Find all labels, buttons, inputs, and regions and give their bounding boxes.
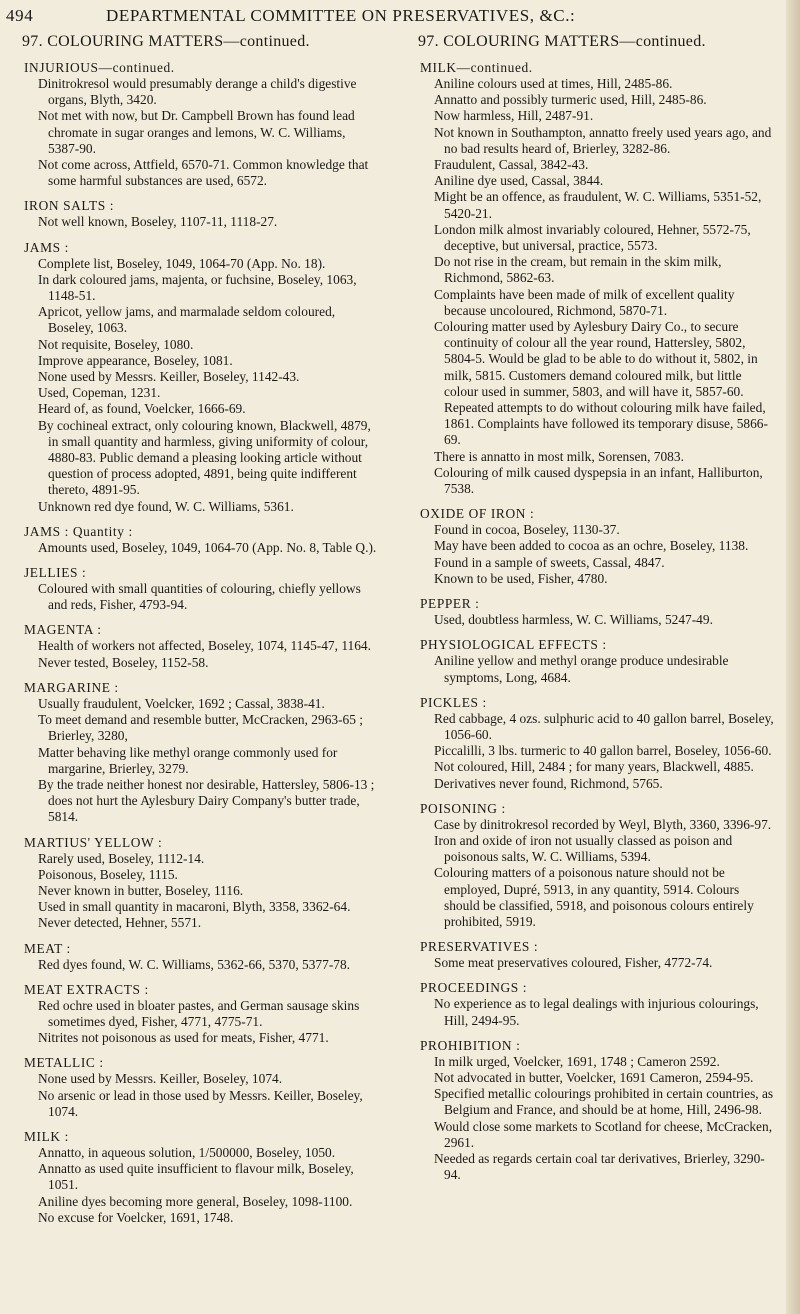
running-head: DEPARTMENTAL COMMITTEE ON PRESERVATIVES, &C.: [106,6,576,25]
entry-item: Might be an offence, as fraudulent, W. C. Williams, 5351-52, 5420-21. [434,189,762,221]
entry-title: MARTIUS' YELLOW : [24,834,163,850]
entry-item: Known to be used, Fisher, 4780. [434,570,608,586]
entry-item: None used by Messrs. Keiller, Boseley, 1074. [38,1071,283,1087]
entry-item: Used, Copeman, 1231. [38,385,161,401]
entry-title: JAMS : Quantity : [24,523,133,539]
entry-item: In dark coloured jams, majenta, or fuchsine, Boseley, 1063, 1148-51. [38,271,357,304]
index-entry [418,59,778,497]
entry-title: PRESERVATIVES : [420,939,539,955]
entry-title: MARGARINE : [24,679,119,695]
entry-item: Never tested, Boseley, 1152-58. [38,654,209,670]
entry-item: Piccalilli, 3 lbs. turmeric to 40 gallon barrel, Boseley, 1056-60. [434,743,772,759]
entry-item: Rarely used, Boseley, 1112-14. [38,850,205,866]
entry-item: Dinitrokresol would presumably derange a child's digestive organs, Blyth, 3420. [38,76,357,108]
index-entry [22,1054,378,1120]
entry-item: Colouring of milk caused dyspepsia in an infant, Halliburton, 7538. [434,464,763,497]
entry-item: Case by dinitrokresol recorded by Weyl, Blyth, 3360, 3396-97. [434,816,772,832]
entry-item: Red dyes found, W. C. Williams, 5362-66, 5370, 5377-78. [38,956,351,972]
entry-item: Used in small quantity in macaroni, Blyth, 3358, 3362-64. [38,899,351,915]
entry-item: Not advocated in butter, Voelcker, 1691 Cameron, 2594-95. [434,1069,754,1085]
index-entry [22,564,378,613]
index-entry [418,979,778,1028]
entry-item: London milk almost invariably coloured, Hehner, 5572-75, deceptive, but universal, practice, 5573. [434,221,751,254]
entry-title: MEAT : [24,940,71,956]
entry-item: Never known in butter, Boseley, 1116. [38,882,244,898]
entry-item: Complete list, Boseley, 1049, 1064-70 (App. No. 18). [38,255,326,271]
entry-item: To meet demand and resemble butter, McCracken, 2963-65 ; Brierley, 3280, [38,712,364,744]
entry-item: Apricot, yellow jams, and marmalade seldom coloured, Boseley, 1063. [38,304,336,336]
entry-title: PROHIBITION : [420,1037,521,1053]
page-edge-shadow [786,0,800,1314]
section-heading: 97. COLOURING MATTERS—continued. [418,33,706,50]
entry-item: Not come across, Attfield, 6570-71. Common knowledge that some harmful substances are used, 6572. [38,157,369,189]
right-column [418,33,778,1183]
entry-item: Not requisite, Boseley, 1080. [38,336,194,352]
entry-item: Nitrites not poisonous as used for meats, Fisher, 4771. [38,1030,329,1046]
index-entry [418,505,778,587]
entry-item: Amounts used, Boseley, 1049, 1064-70 (App. No. 8, Table Q.). [38,539,377,555]
entry-item: Colouring matter used by Aylesbury Dairy Co., to secure continuity of colour all the year round, Hattersley, 5802, 5804-5. Would be glad to be able to do without it, 5802, in milk, 5815. Customers demand coloured milk, but little colour used in summer, 5803, and will have it, 5857-60. Repeated attempts to do without colouring milk have failed, 1861. Complaints have followed its temporary disuse, 5866-69. [434,319,768,448]
entry-item: No experience as to legal dealings with injurious colourings, Hill, 2494-95. [434,996,759,1028]
index-entry [418,800,778,930]
entry-item: There is annatto in most milk, Sorensen, 7083. [434,448,684,464]
entry-item: Iron and oxide of iron not usually classed as poison and poisonous salts, W. C. Williams, 5394. [434,832,733,865]
page-header [6,6,786,28]
entry-item: Heard of, as found, Voelcker, 1666-69. [38,401,246,417]
entry-item: Aniline dye used, Cassal, 3844. [434,173,604,189]
entry-item: Annatto, in aqueous solution, 1/500000, Boseley, 1050. [38,1144,336,1160]
entry-title: POISONING : [420,800,506,816]
entry-item: Some meat preservatives coloured, Fisher, 4772-74. [434,955,713,971]
index-entry [22,59,378,189]
entry-item: Aniline yellow and methyl orange produce undesirable symptoms, Long, 4684. [434,653,729,685]
entry-title: JAMS : [24,239,69,255]
entry-title: PEPPER : [420,596,480,612]
entry-item: Aniline colours used at times, Hill, 2485-86. [434,76,673,91]
entry-item: Unknown red dye found, W. C. Williams, 5361. [38,498,294,514]
entry-item: Would close some markets to Scotland for cheese, McCracken, 2961. [434,1118,773,1150]
entry-item: Health of workers not affected, Boseley, 1074, 1145-47, 1164. [38,638,371,654]
entry-item: Colouring matters of a poisonous nature should not be employed, Dupré, 5913, in any quantity, 5914. Colours should be classified, 5918, and poisonous colours entirely prohibited, 5919. [434,865,754,929]
entry-item: Fraudulent, Cassal, 3842-43. [434,157,589,173]
entry-item: Annatto as used quite insufficient to flavour milk, Boseley, 1051. [38,1161,354,1193]
entry-title: MILK : [24,1128,69,1144]
index-entry [22,834,378,932]
entry-item: Found in cocoa, Boseley, 1130-37. [434,522,620,538]
entry-title: IRON SALTS : [24,198,115,214]
entry-title: PHYSIOLOGICAL EFFECTS : [420,637,607,653]
entry-item: Not met with now, but Dr. Campbell Brown has found lead chromate in sugar oranges and lemons, W. C. Williams, 5387-90. [38,108,355,156]
entry-item: Annatto and possibly turmeric used, Hill, 2485-86. [434,92,707,108]
section-heading: 97. COLOURING MATTERS—continued. [22,33,310,50]
entry-item: Red ochre used in bloater pastes, and German sausage skins sometimes dyed, Fisher, 4771, 4775-71. [38,997,360,1029]
entry-item: Coloured with small quantities of colouring, chiefly yellows and reds, Fisher, 4793-94. [38,581,361,613]
index-entry [418,595,778,628]
entry-title: MILK—continued. [420,60,533,75]
entry-item: Specified metallic colourings prohibited in certain countries, as Belgium and France, and should be at home, Hill, 2496-98. [434,1086,774,1118]
index-entry [22,679,378,826]
entry-title: PROCEEDINGS : [420,980,528,996]
entry-item: No excuse for Voelcker, 1691, 1748. [38,1209,234,1225]
entry-item: Not well known, Boseley, 1107-11, 1118-27. [38,214,278,230]
index-entry [418,636,778,685]
entry-title: PICKLES : [420,694,487,710]
entry-item: Needed as regards certain coal tar derivatives, Brierley, 3290-94. [434,1150,765,1183]
entry-title: JELLIES : [24,565,87,581]
entry-item: May have been added to cocoa as an ochre, Boseley, 1138. [434,538,749,554]
entry-item: Never detected, Hehner, 5571. [38,915,202,931]
entry-title: INJURIOUS—continued. [24,60,175,75]
entry-item: Poisonous, Boseley, 1115. [38,866,178,882]
left-entries [22,59,378,1226]
entry-item: Usually fraudulent, Voelcker, 1692 ; Cassal, 3838-41. [38,695,325,711]
entry-item: Red cabbage, 4 ozs. sulphuric acid to 40 gallon barrel, Boseley, 1056-60. [434,710,774,742]
entry-title: MEAT EXTRACTS : [24,981,149,997]
entry-item: In milk urged, Voelcker, 1691, 1748 ; Cameron 2592. [434,1053,720,1069]
entry-item: Found in a sample of sweets, Cassal, 4847. [434,554,665,570]
index-entry [22,197,378,230]
index-entry [22,981,378,1047]
index-entry [418,938,778,971]
index-entry [22,1128,378,1226]
entry-item: Improve appearance, Boseley, 1081. [38,352,233,368]
entry-item: None used by Messrs. Keiller, Boseley, 1142-43. [38,369,300,385]
entry-item: Do not rise in the cream, but remain in the skim milk, Richmond, 5862-63. [434,254,722,286]
entry-item: Derivatives never found, Richmond, 5765. [434,775,663,791]
index-entry [22,621,378,670]
right-entries [418,59,778,1183]
entry-item: No arsenic or lead in those used by Messrs. Keiller, Boseley, 1074. [38,1087,363,1119]
entry-item: Complaints have been made of milk of excellent quality because uncoloured, Richmond, 5870-71. [434,286,735,318]
left-column [22,33,378,1226]
entry-title: OXIDE OF IRON : [420,506,535,522]
entry-item: By cochineal extract, only colouring known, Blackwell, 4879, in small quantity and harmless, giving uniformity of colour, 4880-83. Public demand a pleasing looking article without question of process adopted, 4891, being quite indifferent thereto, 4891-95. [38,417,371,498]
entry-title: METALLIC : [24,1055,104,1071]
index-entry [22,523,378,556]
entry-item: Aniline dyes becoming more general, Boseley, 1098-1100. [38,1193,353,1209]
entry-item: Not known in Southampton, annatto freely used years ago, and no bad results heard of, Brierley, 3282-86. [434,124,772,156]
entry-item: Now harmless, Hill, 2487-91. [434,108,594,124]
index-entry [418,1037,778,1184]
index-entry [22,940,378,973]
entry-item: Not coloured, Hill, 2484 ; for many years, Blackwell, 4885. [434,759,754,775]
entry-item: By the trade neither honest nor desirable, Hattersley, 5806-13 ; does not hurt the Aylesbury Dairy Company's butter trade, 5814. [38,776,375,825]
page-number: 494 [6,6,34,25]
entry-item: Matter behaving like methyl orange commonly used for margarine, Brierley, 3279. [38,744,338,776]
index-entry [22,239,378,515]
entry-item: Used, doubtless harmless, W. C. Williams, 5247-49. [434,612,713,628]
index-entry [418,694,778,792]
entry-title: MAGENTA : [24,622,102,638]
